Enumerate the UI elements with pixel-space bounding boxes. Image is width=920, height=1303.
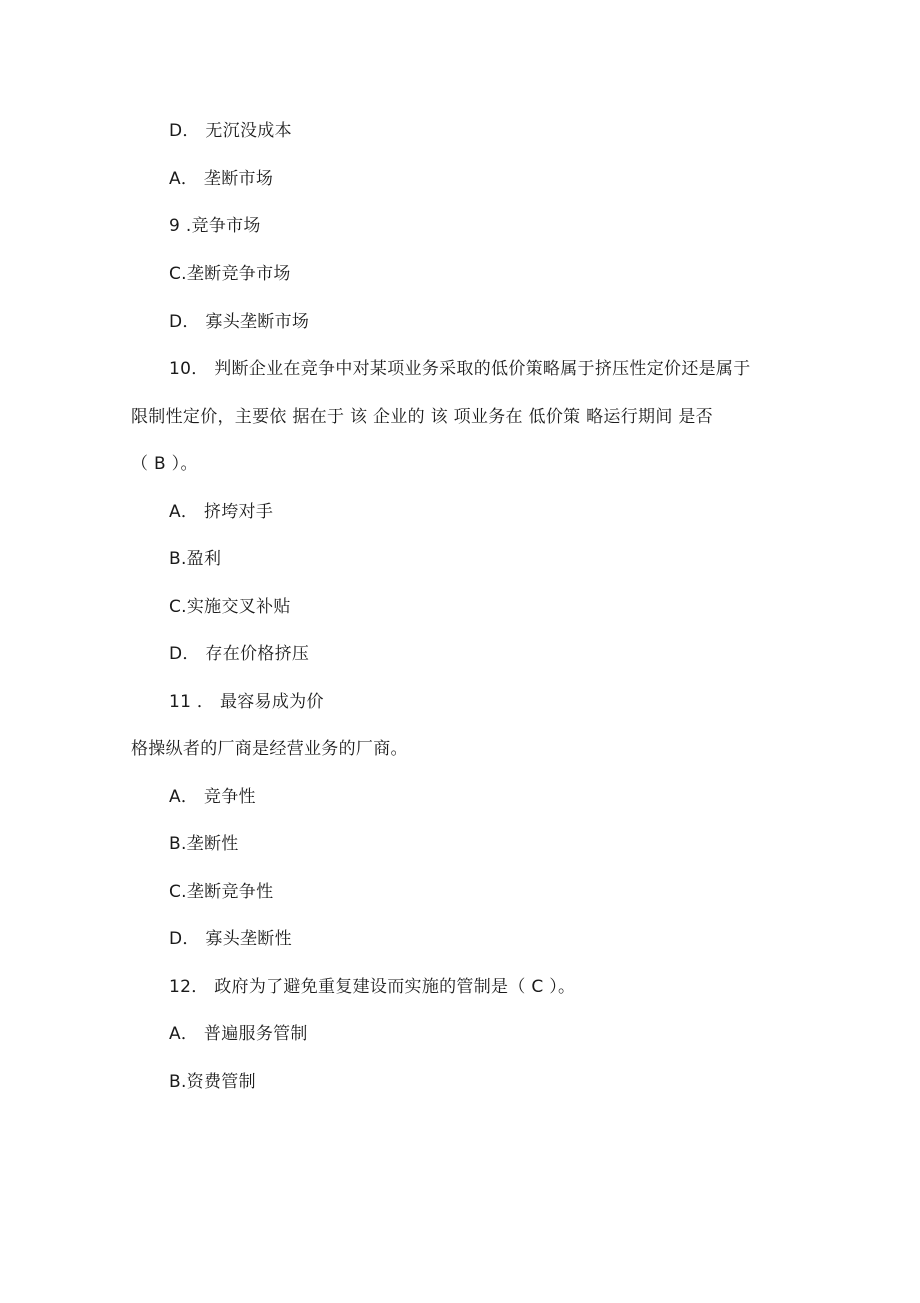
option-a-crush-rivals: A． 挤垮对手	[169, 502, 274, 522]
question-10-line-2: 限制性定价，主要依 据在于 该 企业的 该 项业务在 低价策 略运行期间 是否	[131, 407, 713, 427]
option-a-competitive: A． 竞争性	[169, 787, 256, 807]
option-c-monopolistic-competition-market: C.垄断竞争市场	[169, 264, 291, 284]
item-9-competitive-market: 9 .竞争市场	[169, 216, 261, 236]
question-11-line-1: 11 ． 最容易成为价	[169, 692, 324, 712]
question-10-line-1: 10． 判断企业在竞争中对某项业务采取的低价策略属于挤压性定价还是属于	[169, 359, 751, 379]
option-b-profit: B.盈利	[169, 549, 222, 569]
question-12: 12． 政府为了避免重复建设而实施的管制是（ C ）。	[169, 977, 576, 997]
option-b-monopolistic: B.垄断性	[169, 834, 239, 854]
option-c-monopolistic-competitive: C.垄断竞争性	[169, 882, 274, 902]
option-d-oligopoly-market: D． 寡头垄断市场	[169, 312, 310, 332]
option-c-cross-subsidy: C.实施交叉补贴	[169, 597, 291, 617]
option-a-monopoly-market: A． 垄断市场	[169, 169, 274, 189]
option-d-no-sunk-cost: D． 无沉没成本	[169, 121, 292, 141]
option-a-universal-service-regulation: A． 普遍服务管制	[169, 1024, 308, 1044]
option-d-price-squeeze: D． 存在价格挤压	[169, 644, 310, 664]
question-11-line-2: 格操纵者的厂商是经营业务的厂商。	[131, 739, 408, 759]
option-d-oligopolistic: D． 寡头垄断性	[169, 929, 292, 949]
question-10-answer: （ B ）。	[131, 454, 198, 474]
option-b-tariff-regulation: B.资费管制	[169, 1072, 256, 1092]
